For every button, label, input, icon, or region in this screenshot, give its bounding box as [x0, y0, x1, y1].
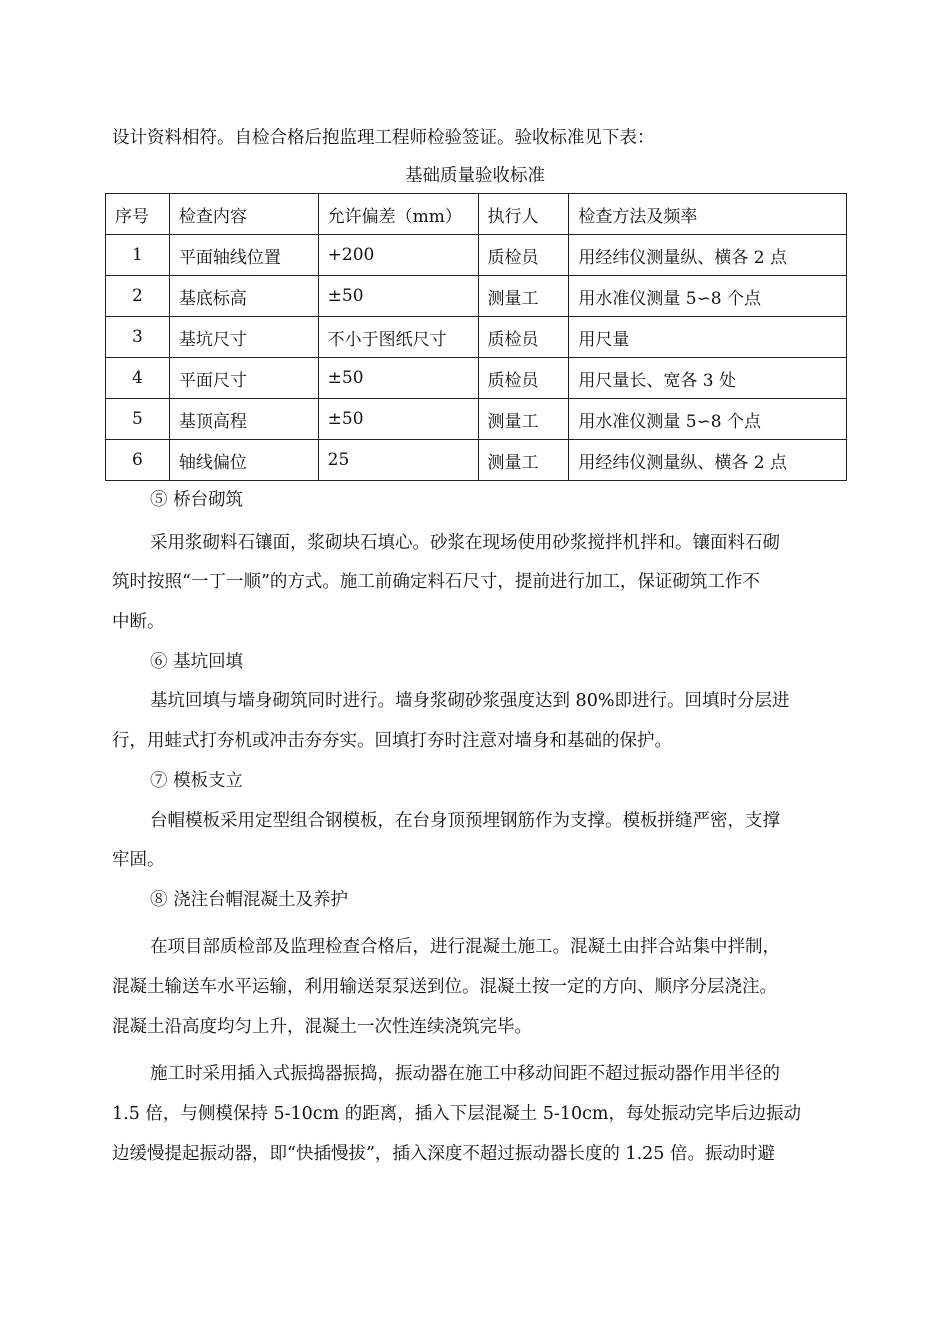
table-row: [106, 358, 847, 399]
cell-method: 用尺量: [569, 317, 847, 358]
section-heading-formwork: ⑦ 模板支立: [150, 771, 244, 791]
cell-tolerance: 25: [318, 440, 478, 481]
section-heading-abutment-masonry: ⑤ 桥台砌筑: [150, 490, 244, 510]
paragraph-line: 边缓慢提起振动器，即“快插慢拔”，插入深度不超过振动器长度的 1.25 倍。振动时避: [112, 1144, 775, 1164]
header-tolerance: 允许偏差（mm）: [318, 194, 478, 235]
paragraph-line: 筑时按照“一丁一顺”的方式。施工前确定料石尺寸，提前进行加工，保证砌筑工作不: [112, 572, 760, 592]
cell-method: 用尺量长、宽各 3 处: [569, 358, 847, 399]
cell-item: 平面尺寸: [169, 358, 318, 399]
cell-method: 用经纬仪测量纵、横各 2 点: [569, 235, 847, 276]
cell-executor: 质检员: [478, 358, 569, 399]
paragraph-line: 采用浆砌料石镶面，浆砌块石填心。砂浆在现场使用砂浆搅拌机拌和。镶面料石砌: [150, 533, 780, 553]
cell-executor: 测量工: [478, 276, 569, 317]
paragraph-line: 台帽模板采用定型组合钢模板，在台身顶预埋钢筋作为支撑。模板拼缝严密，支撑: [150, 811, 780, 831]
table-row: [106, 317, 847, 358]
paragraph-line: 1.5 倍，与侧模保持 5-10cm 的距离，插入下层混凝土 5-10cm，每处振动完毕后边振动: [112, 1104, 802, 1124]
cell-tolerance: +200: [318, 235, 478, 276]
cell-method: 用水准仪测量 5∽8 个点: [569, 276, 847, 317]
paragraph-line: 混凝土沿高度均匀上升，混凝土一次性连续浇筑完毕。: [112, 1017, 532, 1037]
cell-no: 1: [106, 235, 170, 276]
paragraph-line: 基坑回填与墙身砌筑同时进行。墙身浆砌砂浆强度达到 80%即进行。回填时分层进: [150, 691, 790, 711]
paragraph-line: 在项目部质检部及监理检查合格后，进行混凝土施工。混凝土由拌合站集中拌制，: [150, 937, 780, 957]
table-header-row: [106, 194, 847, 235]
cell-no: 3: [106, 317, 170, 358]
cell-item: 基坑尺寸: [169, 317, 318, 358]
cell-item: 平面轴线位置: [169, 235, 318, 276]
quality-acceptance-table: [105, 193, 847, 481]
section-heading-cap-concrete: ⑧ 浇注台帽混凝土及养护: [150, 890, 349, 910]
table-row: [106, 440, 847, 481]
table-row: [106, 399, 847, 440]
table-caption: 基础质量验收标准: [405, 166, 545, 186]
cell-item: 基顶高程: [169, 399, 318, 440]
header-executor: 执行人: [478, 194, 569, 235]
cell-tolerance: ±50: [318, 276, 478, 317]
paragraph-line: 施工时采用插入式振捣器振捣，振动器在施工中移动间距不超过振动器作用半径的: [150, 1064, 780, 1084]
header-method: 检查方法及频率: [569, 194, 847, 235]
paragraph-line: 牢固。: [112, 850, 165, 870]
cell-method: 用经纬仪测量纵、横各 2 点: [569, 440, 847, 481]
cell-tolerance: ±50: [318, 399, 478, 440]
cell-tolerance: ±50: [318, 358, 478, 399]
cell-executor: 质检员: [478, 235, 569, 276]
cell-executor: 测量工: [478, 399, 569, 440]
cell-no: 4: [106, 358, 170, 399]
cell-no: 6: [106, 440, 170, 481]
table-row: [106, 235, 847, 276]
cell-tolerance: 不小于图纸尺寸: [318, 317, 478, 358]
cell-no: 2: [106, 276, 170, 317]
cell-no: 5: [106, 399, 170, 440]
cell-item: 基底标高: [169, 276, 318, 317]
cell-executor: 质检员: [478, 317, 569, 358]
section-heading-pit-backfill: ⑥ 基坑回填: [150, 652, 244, 672]
intro-line: 设计资料相符。自检合格后抱监理工程师检验签证。验收标准见下表：: [112, 128, 655, 148]
header-no: 序号: [106, 194, 170, 235]
paragraph-line: 混凝土输送车水平运输，利用输送泵泵送到位。混凝土按一定的方向、顺序分层浇注。: [112, 977, 777, 997]
cell-item: 轴线偏位: [169, 440, 318, 481]
paragraph-line: 中断。: [112, 612, 165, 632]
cell-method: 用水准仪测量 5∽8 个点: [569, 399, 847, 440]
cell-executor: 测量工: [478, 440, 569, 481]
header-item: 检查内容: [169, 194, 318, 235]
table-row: [106, 276, 847, 317]
paragraph-line: 行，用蛙式打夯机或冲击夯夯实。回填打夯时注意对墙身和基础的保护。: [112, 731, 672, 751]
